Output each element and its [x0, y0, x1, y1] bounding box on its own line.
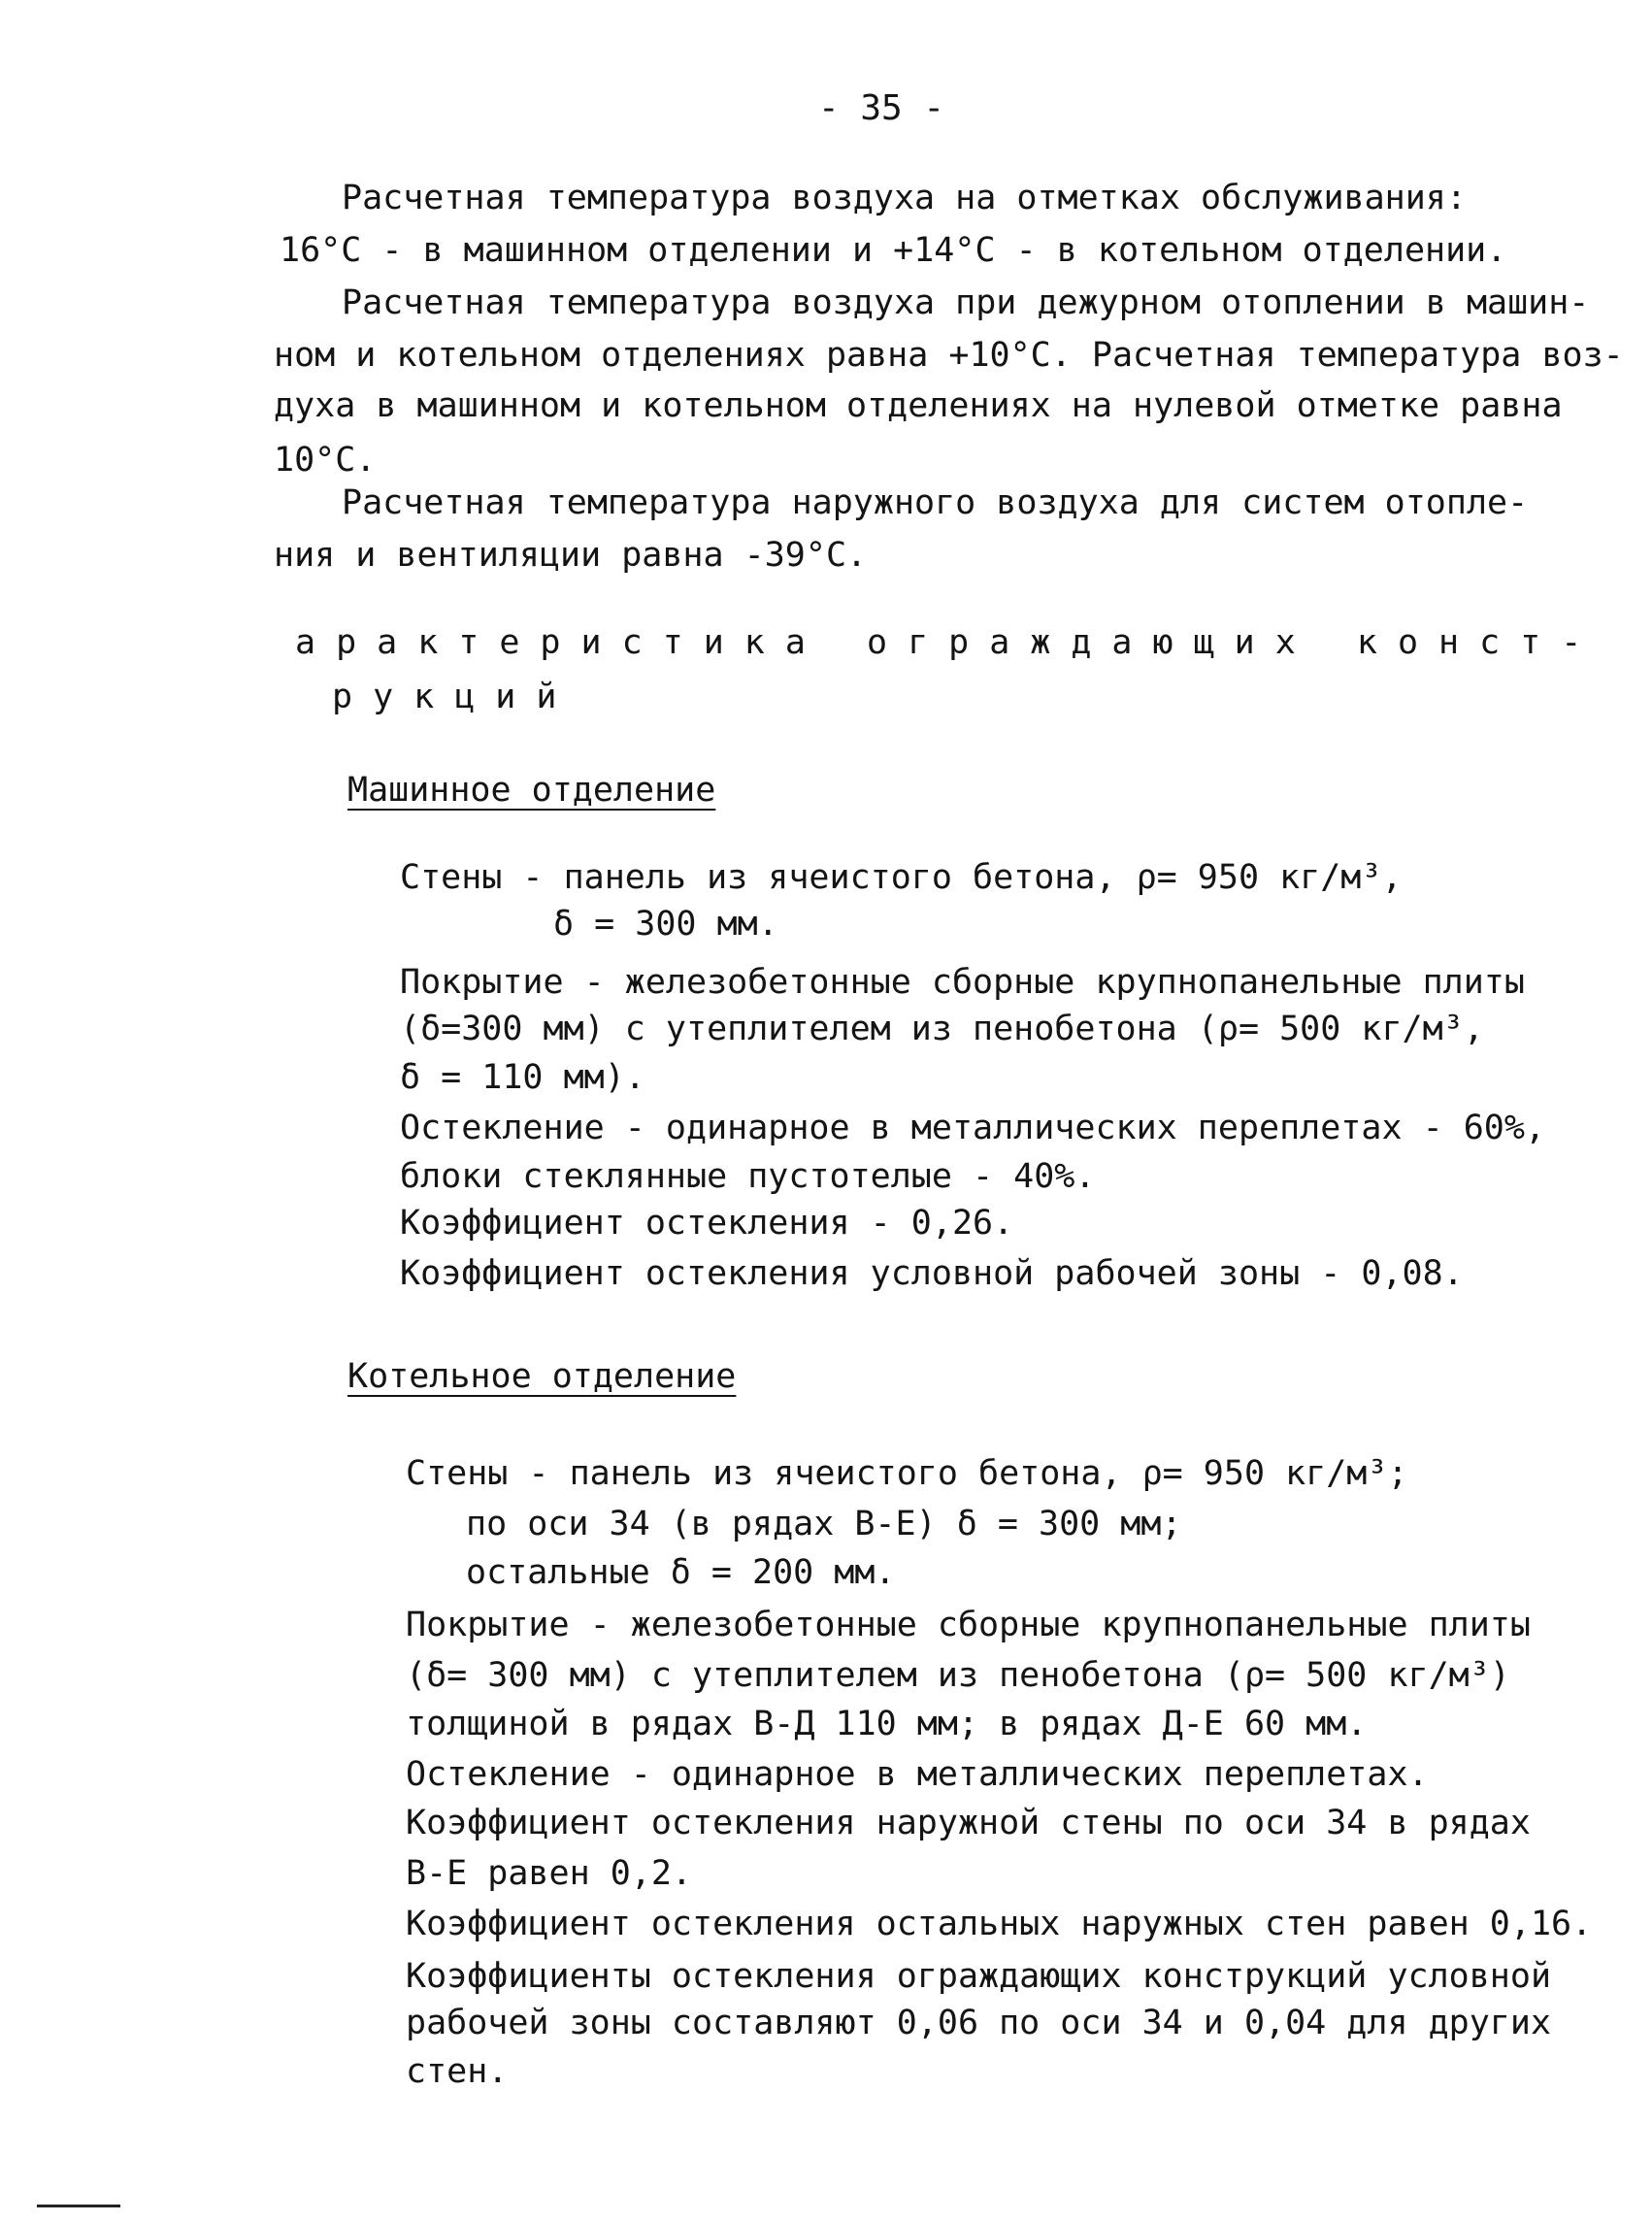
boiler-room-line: остальные δ = 200 мм.	[466, 1553, 896, 1592]
boiler-room-line: (δ= 300 мм) с утеплителем из пенобетона (ρ= 500 кг/м³)	[406, 1656, 1510, 1695]
intro-line-3: Расчетная температура воздуха при дежурном отоплении в машин-	[342, 283, 1590, 322]
intro-line-8: ния и вентиляции равна -39°С.	[274, 536, 868, 575]
boiler-room-line: рабочей зоны составляют 0,06 по оси 34 и 0,04 для других	[406, 2004, 1552, 2042]
machine-room-line: блоки стеклянные пустотелые - 40%.	[400, 1157, 1096, 1196]
section-heading-line-2: рукций	[332, 678, 578, 716]
machine-room-line: Коэффициент остекления условной рабочей зоны - 0,08.	[400, 1254, 1464, 1293]
machine-room-title: Машинное отделение	[347, 771, 716, 810]
page-number: - 35 -	[818, 88, 945, 128]
boiler-room-line: Покрытие - железобетонные сборные крупнопанельные плиты	[406, 1606, 1531, 1644]
boiler-room-line: Остекление - одинарное в металлических переплетах.	[406, 1755, 1429, 1794]
boiler-room-line: Коэффициент остекления наружной стены по оси 34 в рядах	[406, 1804, 1531, 1842]
boiler-room-line: стен.	[406, 2052, 509, 2091]
intro-line-7: Расчетная температура наружного воздуха для систем отопле-	[342, 483, 1529, 522]
intro-line-4: ном и котельном отделениях равна +10°С. Расчетная температура воз-	[274, 336, 1624, 375]
machine-room-line: Стены - панель из ячеистого бетона, ρ= 950 кг/м³,	[400, 858, 1403, 897]
intro-line-2: 16°С - в машинном отделении и +14°С - в котельном отделении.	[280, 231, 1507, 270]
boiler-room-line: Коэффициенты остекления ограждающих конструкций условной	[406, 1957, 1552, 1996]
boiler-room-line: Коэффициент остекления остальных наружных стен равен 0,16.	[406, 1905, 1593, 1943]
intro-line-1: Расчетная температура воздуха на отметках обслуживания:	[342, 179, 1467, 217]
section-heading-line-1: арактеристика ограждающих конст-	[295, 623, 1602, 662]
machine-room-line: Покрытие - железобетонные сборные крупнопанельные плиты	[400, 963, 1525, 1002]
bottom-left-margin-mark	[37, 2205, 120, 2207]
boiler-room-line: по оси 34 (в рядах В-Е) δ = 300 мм;	[466, 1505, 1182, 1543]
boiler-room-title: Котельное отделение	[347, 1357, 737, 1396]
boiler-room-line: Стены - панель из ячеистого бетона, ρ= 950 кг/м³;	[406, 1454, 1408, 1493]
intro-line-6: 10°С.	[274, 441, 377, 480]
machine-room-line: δ = 300 мм.	[553, 905, 778, 944]
boiler-room-line: толщиной в рядах В-Д 110 мм; в рядах Д-Е 60 мм.	[406, 1705, 1368, 1743]
intro-line-5: духа в машинном и котельном отделениях на нулевой отметке равна	[274, 386, 1563, 425]
machine-room-line: δ = 110 мм).	[400, 1058, 645, 1097]
boiler-room-line: В-Е равен 0,2.	[406, 1854, 693, 1893]
machine-room-line: Коэффициент остекления - 0,26.	[400, 1204, 1014, 1243]
machine-room-line: Остекление - одинарное в металлических переплетах - 60%,	[400, 1109, 1546, 1147]
machine-room-line: (δ=300 мм) с утеплителем из пенобетона (ρ= 500 кг/м³,	[400, 1010, 1484, 1048]
